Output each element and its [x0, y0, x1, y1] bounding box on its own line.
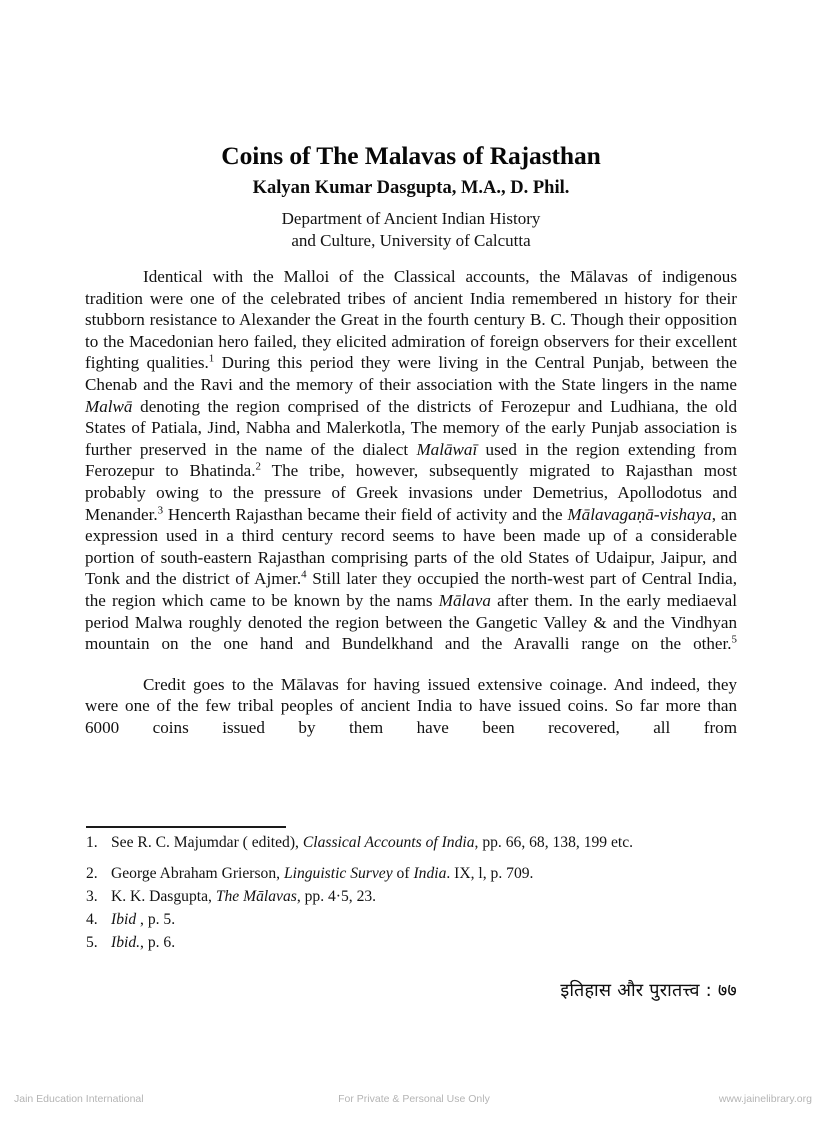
p1-seg-8: Still later they occupied the north-west part of Central India, the region which came to be known by the nams — [85, 569, 737, 610]
footnote-item-5 — [86, 932, 741, 953]
p1-seg-7: , an expression used in a third century record seems to have been made up of a considerable portion of south-eastern Rajasthan comprising parts of the old States of Udaipur, Jaipur, and Tonk and the district of Ajmer. — [85, 504, 737, 589]
affiliation-line-2: and Culture, University of Calcutta — [291, 231, 531, 251]
footnote-title-italic: Ibid. — [111, 934, 141, 951]
p1-seg-4: used in the region extending from Ferozepur to Bhatinda. — [85, 439, 737, 481]
p1-seg-1: Identical with the Malloi of the Classical accounts, the Mālavas of indigenous tradition were one of the celebrated tribes of ancient India remembered ın history for their stubborn resistance to Alexander the Great in the fourth century B. C. Though their opposition to the Macedonian hero failed, they elicited admiration of foreign observers for their excellent fighting qualities. — [85, 267, 737, 373]
footnote-text: K. K. Dasgupta, — [111, 888, 216, 905]
footnote-text: George Abraham Grierson, — [111, 865, 284, 882]
footnote-title-italic: Classical Accounts of India — [302, 834, 475, 851]
watermark-website: www.jainelibrary.org — [718, 1093, 812, 1105]
p1-seg-5: The tribe, however, subsequently migrated to Rajasthan most probably owing to the pressure of Greek invasions under Demetrius, Apollodotus and Menander. — [85, 461, 737, 524]
footnote-ref-1[interactable]: 1 — [208, 352, 215, 365]
footnote-item-2 — [86, 863, 741, 884]
footnote-item-4 — [86, 909, 741, 930]
watermark-organization: Jain Education International — [14, 1093, 144, 1105]
footnote-number: 3. — [86, 888, 98, 905]
footnote-title-italic-2: India — [413, 865, 447, 882]
affiliation-line-1: Department of Ancient Indian History — [281, 208, 541, 228]
devanagari-running-footer: इतिहास और पुरातत्त्व : ७७ — [560, 980, 737, 1001]
p1-term-malwa: Malwā — [85, 396, 133, 416]
footnote-text: See R. C. Majumdar ( edited), — [111, 834, 303, 851]
body-text-column — [85, 266, 737, 738]
affiliation — [85, 208, 737, 253]
footnote-text-tail: , p. 6. — [140, 934, 176, 951]
p1-seg-9: after them. In the early mediaeval period Malwa roughly denoted the region between the Gangetic Valley & and the Vindhyan mountain on the one hand and Bundelkhand and the Aravalli range on the other. — [85, 590, 738, 654]
footnote-text-tail: , pp. 4·5, 23. — [296, 888, 377, 905]
footnote-text-tail: , pp. 66, 68, 138, 199 etc. — [474, 834, 634, 851]
footnote-title-italic: The Mālavas — [215, 888, 297, 905]
footnote-title-italic: Ibid — [111, 911, 137, 928]
paragraph-1 — [85, 266, 737, 655]
article-header — [85, 142, 737, 253]
paragraph-2 — [85, 674, 737, 739]
author-byline: Kalyan Kumar Dasgupta, M.A., D. Phil. — [252, 177, 570, 198]
p1-term-malava: Mālava — [438, 590, 491, 610]
footnote-number: 4. — [86, 911, 98, 928]
p1-term-malavagana-vishaya: Mālavagaṇā-vishaya — [567, 504, 712, 524]
footnote-number: 5. — [86, 934, 98, 951]
footnote-text-tail: . IX, l, p. 709. — [446, 865, 534, 882]
p1-seg-6: Hencerth Rajasthan became their field of activity and the — [163, 504, 568, 524]
footnote-item-1 — [86, 832, 741, 853]
footnote-ref-5[interactable]: 5 — [731, 633, 737, 646]
footnote-title-italic: Linguistic Survey — [283, 865, 393, 882]
footnote-item-3 — [86, 886, 741, 907]
footnote-separator — [86, 826, 286, 828]
footnotes-list — [86, 832, 741, 955]
p1-seg-3: denoting the region comprised of the districts of Ferozepur and Ludhiana, the old States of Patiala, Jind, Nabha and Malerkotla, The memory of the early Punjab association is further preserved in the name of the dialect — [85, 396, 737, 459]
footnote-number: 1. — [86, 834, 98, 851]
p1-term-malawai: Malāwaī — [416, 439, 478, 459]
page-title: Coins of The Malavas of Rajasthan — [221, 141, 601, 170]
footnote-spacer — [86, 855, 741, 863]
footnote-number: 2. — [86, 865, 98, 882]
p2-text: Credit goes to the Mālavas for having issued extensive coinage. And indeed, they were one of the few tribal peoples of ancient India to have issued coins. So far more than 6000 coins issued by them have been recovered, all from — [85, 674, 737, 737]
footnote-ref-2[interactable]: 2 — [255, 460, 261, 473]
footnote-text-mid: of — [392, 865, 414, 882]
footnote-text-tail: , p. 5. — [136, 911, 176, 928]
footnote-ref-4[interactable]: 4 — [301, 568, 307, 581]
p1-seg-2: During this period they were living in the Central Punjab, between the Chenab and the Ravi and the memory of their association with the State lingers in the name — [85, 353, 737, 394]
footnote-ref-3[interactable]: 3 — [157, 503, 164, 516]
watermark-usage-notice: For Private & Personal Use Only — [338, 1093, 490, 1105]
scan-watermark-bar — [0, 1088, 828, 1110]
